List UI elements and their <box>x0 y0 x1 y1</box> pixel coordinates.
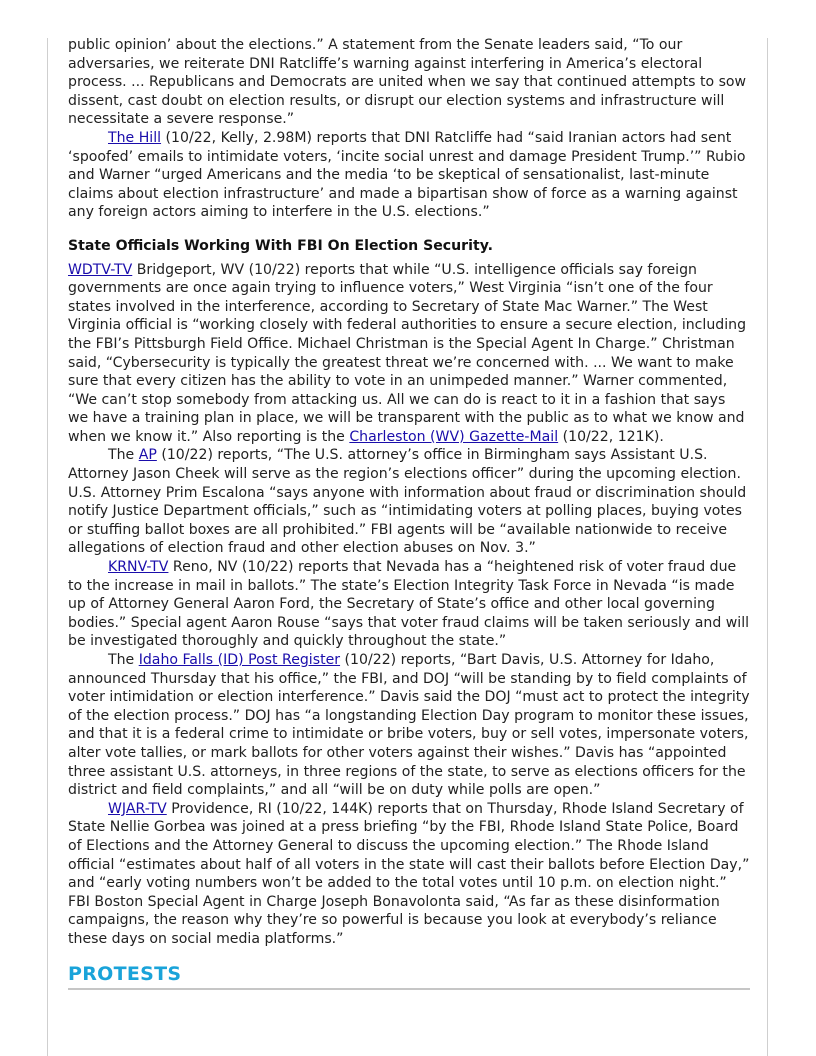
document-body <box>68 36 750 990</box>
article-subheading: State Officials Working With FBI On Election Security. <box>68 237 493 254</box>
paragraph-text: The <box>108 652 139 668</box>
paragraph-text: (10/22, Kelly, 2.98M) reports that DNI Ratcliffe had “said Iranian actors had sent ‘spoofed’ emails to intimidate voters, ‘incite social unrest and damage President Trump.’” Rubio and Warner “urged Americans and the media ‘to be skeptical of sensationalist, last-minute claims about election infrastructure’ and made a bipartisan show of force as a warning against any foreign actors aiming to interfere in the U.S. elections.” <box>68 129 746 221</box>
source-link-krnv[interactable]: KRNV-TV <box>108 559 169 576</box>
paragraph-text: public opinion’ about the elections.” A statement from the Senate leaders said, “To our adversaries, we reiterate DNI Ratcliffe’s warning against interfering in America’s electoral process. ... Republicans and Democrats are united when we say that continued attempts to sow dissent, cast doubt on election results, or disrupt our election systems and infrastructure will necessitate a severe response.” <box>68 37 747 128</box>
paragraph-text: Providence, RI (10/22, 144K) reports that on Thursday, Rhode Island Secretary of State Nellie Gorbea was joined at a press briefing “by the FBI, Rhode Island State Police, Board of Elections and the Attorney General to discuss the upcoming election.” The Rhode Island official “estimates about half of all voters in the state will cast their ballots before Election Day,” and “early voting numbers won’t be added to the total votes until 10 p.m. on election night.” FBI Boston Special Agent in Charge Joseph Bonavolonta said, “As far as these disinformation campaigns, the reason why they’re so powerful is because you look at everybody’s reliance these days on social media platforms.” <box>68 800 750 947</box>
source-link-idaho-falls-post-register[interactable]: Idaho Falls (ID) Post Register <box>138 652 341 668</box>
paragraph-wdtv <box>68 261 750 447</box>
paragraph-ap <box>68 446 750 558</box>
source-link-ap[interactable]: AP <box>138 447 157 464</box>
source-link-wdtv[interactable]: WDTV-TV <box>68 261 133 278</box>
paragraph-the-hill <box>68 129 750 222</box>
source-link-wjar[interactable]: WJAR-TV <box>108 800 167 817</box>
section-heading-protests: PROTESTS <box>68 962 750 990</box>
paragraph-senate-statement <box>68 36 750 129</box>
paragraph-text: (10/22) reports, “Bart Davis, U.S. Attorney for Idaho, announced Thursday that his office,” the FBI, and DOJ “will be standing by to field complaints of voter intimidation or election interference.” Davis said the DOJ “must act to protect the integrity of the election process.” DOJ has “a longstanding Election Day program to monitor these issues, and that it is a federal crime to intimidate or bribe voters, buy or sell votes, impersonate voters, alter vote tallies, or mark ballots for other voters against their wishes.” Davis has “appointed three assistant U.S. attorneys, in three regions of the state, to serve as elections officers for the district and field complaints,” and all “will be on duty while polls are open.” <box>68 652 750 799</box>
source-link-charleston-gazette-mail[interactable]: Charleston (WV) Gazette-Mail <box>349 428 559 445</box>
paragraph-text: (10/22, 121K). <box>558 428 664 445</box>
paragraph-idaho-falls <box>68 651 750 800</box>
paragraph-text: (10/22) reports, “The U.S. attorney’s office in Birmingham says Assistant U.S. Attorney Jason Cheek will serve as the region’s elections officer” during the upcoming election. U.S. Attorney Prim Escalona “says anyone with information about fraud or discrimination should notify Justice Department officials,” such as “intimidating voters at polling places, buying votes or stuffing ballot boxes are all prohibited.” FBI agents will be “available nationwide to receive allegations of election fraud and other election abuses on Nov. 3.” <box>68 447 747 557</box>
paragraph-text: Reno, NV (10/22) reports that Nevada has a “heightened risk of voter fraud due to the increase in mail in ballots.” The state’s Election Integrity Task Force in Nevada “is made up of Attorney General Aaron Ford, the Secretary of State’s office and other local governing bodies.” Special agent Aaron Rouse “says that voter fraud claims will be taken seriously and will be investigated thoroughly and quickly throughout the state.” <box>68 559 750 650</box>
paragraph-wjar <box>68 800 750 949</box>
source-link-the-hill[interactable]: The Hill <box>108 129 162 146</box>
paragraph-krnv <box>68 558 750 651</box>
paragraph-text: Bridgeport, WV (10/22) reports that while “U.S. intelligence officials say foreign governments are once again trying to influence voters,” West Virginia “isn’t one of the four states involved in the interference, according to Secretary of State Mac Warner.” The West Virginia official is “working closely with federal authorities to ensure a secure election, including the FBI’s Pittsburgh Field Office. Michael Christman is the Special Agent In Charge.” Christman said, “Cybersecurity is typically the greatest threat we’re concerned with. ... We want to make sure that every citizen has the ability to vote in an unimpeded manner.” Warner commented, “We can’t stop somebody from attacking us. All we can do is react to it in a fashion that says we have a training plan in place, we will be transparent with the public as to what we know and when we know it.” Also reporting is the <box>68 261 747 445</box>
paragraph-text: The <box>108 447 139 464</box>
